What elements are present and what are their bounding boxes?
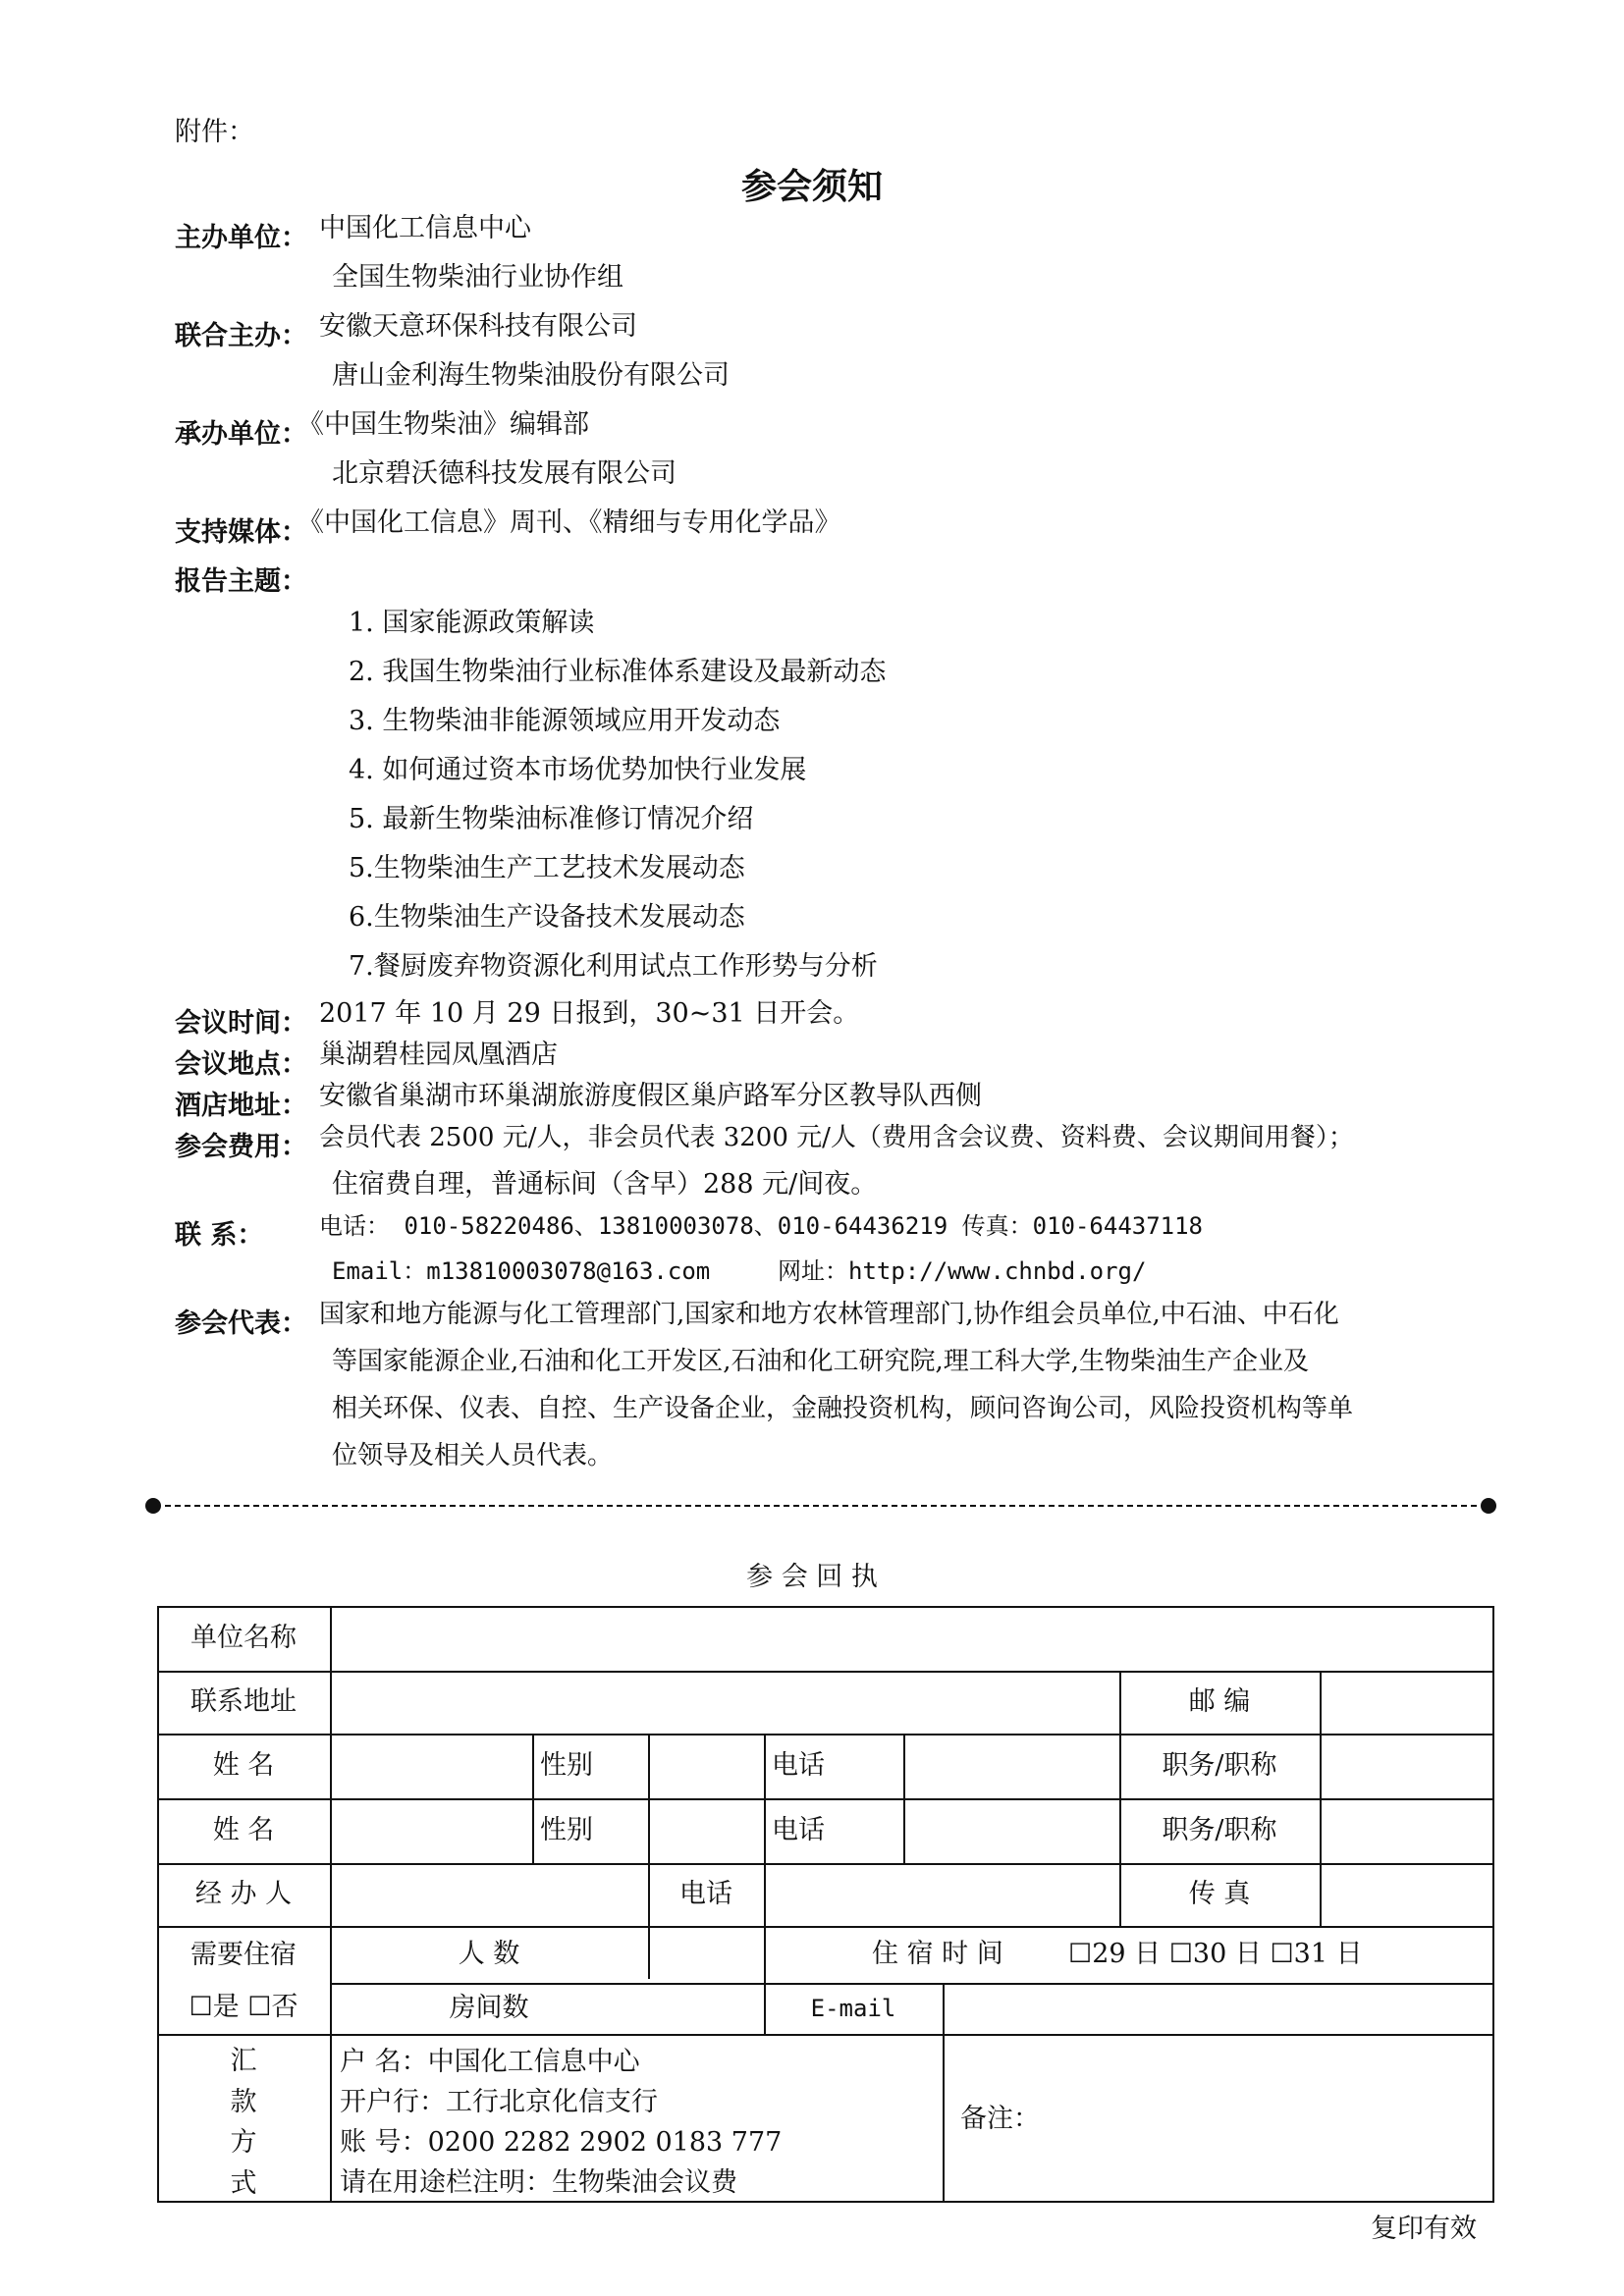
lodging-label: 需要住宿 [190, 1940, 297, 1970]
gender-input[interactable] [650, 1735, 762, 1796]
undertaker-label: 承办单位： [175, 419, 307, 450]
attachment-label: 附件： [175, 117, 254, 147]
media-line-1: 《中国化工信息》周刊、《精细与专用化学品》 [298, 507, 841, 538]
topic-item: 7.餐厨废弃物资源化利用试点工作形势与分析 [349, 951, 878, 982]
cohost-line-2: 唐山金利海生物柴油股份有限公司 [332, 360, 730, 391]
fee-line-1: 会员代表 2500 元/人，非会员代表 3200 元/人（费用含会议费、资料费、会议期间用餐）； [319, 1123, 1354, 1152]
people-count-label: 人 数 [458, 1939, 520, 1969]
address-field-label: 联系地址 [190, 1686, 297, 1717]
cut-line-dot-right [1481, 1498, 1496, 1514]
delegates-line-2: 等国家能源企业,石油和化工开发区,石油和化工研究院,理工科大学,生物柴油生产企业及 [332, 1347, 1310, 1376]
account-name: 户 名：中国化工信息中心 [340, 2047, 640, 2077]
phone-label: 电话 [772, 1815, 825, 1845]
name-label: 姓 名 [212, 1815, 275, 1845]
topic-item: 5. 最新生物柴油标准修订情况介绍 [349, 804, 754, 834]
gender-input[interactable] [650, 1800, 762, 1861]
topic-item: 2. 我国生物柴油行业标准体系建设及最新动态 [349, 657, 887, 687]
email-label: E-mail [810, 1995, 896, 2022]
delegates-line-3: 相关环保、仪表、自控、生产设备企业，金融投资机构，顾问咨询公司，风险投资机构等单 [332, 1394, 1354, 1423]
account-number: 账 号：0200 2282 2902 0183 777 [340, 2127, 783, 2158]
contact-email: Email：m13810003078@163.com [332, 1257, 711, 1285]
lodging-options-checkbox[interactable]: ☐是 ☐否 [189, 1992, 298, 2022]
remit-char: 方 [230, 2127, 257, 2159]
phone-input[interactable] [905, 1800, 1117, 1861]
gender-label: 性别 [540, 1750, 593, 1781]
unit-name-input[interactable] [332, 1608, 1490, 1669]
fax-input[interactable] [1322, 1865, 1490, 1924]
page-title: 参会须知 [740, 167, 883, 207]
topic-item: 5.生物柴油生产工艺技术发展动态 [349, 853, 745, 883]
fee-line-2: 住宿费自理，普通标间（含早）288 元/间夜。 [332, 1169, 878, 1200]
topic-item: 1. 国家能源政策解读 [349, 608, 595, 638]
cut-line [165, 1505, 1477, 1507]
purpose-note: 请在用途栏注明：生物柴油会议费 [340, 2167, 737, 2198]
stay-days-checkbox[interactable]: ☐29 日 ☐30 日 ☐31 日 [1068, 1939, 1363, 1969]
remit-char: 汇 [230, 2045, 257, 2076]
stay-time-label: 住 宿 时 间 [872, 1939, 1003, 1969]
undertaker-line-2: 北京碧沃德科技发展有限公司 [332, 458, 677, 489]
room-count-input[interactable] [650, 1985, 762, 2032]
host-label: 主办单位： [175, 223, 307, 253]
remarks-label: 备注： [960, 2104, 1040, 2134]
address-value: 安徽省巢湖市环巢湖旅游度假区巢庐路军分区教导队西侧 [319, 1081, 982, 1111]
topic-item: 6.生物柴油生产设备技术发展动态 [349, 902, 745, 933]
venue-value: 巢湖碧桂园凤凰酒店 [319, 1040, 558, 1070]
cohost-label: 联合主办： [175, 321, 307, 351]
handler-phone-input[interactable] [766, 1865, 1117, 1924]
name-input[interactable] [332, 1800, 530, 1861]
address-label: 酒店地址： [175, 1091, 307, 1121]
email-input[interactable] [945, 1985, 1490, 2032]
delegates-line-1: 国家和地方能源与化工管理部门,国家和地方农林管理部门,协作组会员单位,中石油、中石化 [319, 1300, 1339, 1329]
remit-char: 式 [230, 2168, 257, 2200]
remittance-details [340, 2038, 939, 2201]
remarks-input[interactable] [1149, 2038, 1490, 2201]
remit-char: 款 [230, 2086, 257, 2117]
phone-input[interactable] [905, 1735, 1117, 1796]
postcode-label: 邮 编 [1188, 1686, 1251, 1717]
registration-form [157, 1606, 1494, 2203]
topic-item: 4. 如何通过资本市场优势加快行业发展 [349, 755, 807, 785]
media-label: 支持媒体： [175, 517, 307, 548]
undertaker-line-1: 《中国生物柴油》编辑部 [298, 409, 589, 440]
address-input[interactable] [332, 1673, 1117, 1732]
position-label: 职务/职称 [1162, 1750, 1277, 1781]
position-label: 职务/职称 [1162, 1815, 1277, 1845]
bank-name: 开户行：工行北京化信支行 [340, 2087, 658, 2117]
cohost-line-1: 安徽天意环保科技有限公司 [319, 311, 637, 342]
gender-label: 性别 [540, 1815, 593, 1845]
phone-label: 电话 [772, 1750, 825, 1781]
topics-label: 报告主题： [175, 566, 307, 597]
row-divider [157, 2034, 1494, 2036]
position-input[interactable] [1322, 1800, 1490, 1861]
people-count-input[interactable] [650, 1928, 762, 1981]
fax-label: 传 真 [1188, 1879, 1251, 1909]
topic-item: 3. 生物柴油非能源领域应用开发动态 [349, 706, 781, 736]
time-value: 2017 年 10 月 29 日报到，30~31 日开会。 [319, 998, 860, 1029]
remittance-label [157, 2036, 330, 2203]
host-line-1: 中国化工信息中心 [319, 213, 531, 243]
footer-note: 复印有效 [1371, 2214, 1477, 2244]
position-input[interactable] [1322, 1735, 1490, 1796]
host-line-2: 全国生物柴油行业协作组 [332, 262, 623, 293]
unit-name-label: 单位名称 [190, 1623, 297, 1653]
name-label: 姓 名 [212, 1750, 275, 1781]
delegates-label: 参会代表： [175, 1308, 307, 1339]
cut-line-dot-left [145, 1498, 161, 1514]
contact-phone-line: 电话： 010-58220486、13810003078、010-64436219 传真：010-64437118 [319, 1212, 1204, 1240]
postcode-input[interactable] [1322, 1673, 1490, 1732]
form-title: 参 会 回 执 [746, 1562, 878, 1592]
delegates-line-4: 位领导及相关人员代表。 [332, 1441, 614, 1470]
handler-phone-label: 电话 [679, 1879, 732, 1909]
time-label: 会议时间： [175, 1008, 307, 1039]
venue-label: 会议地点： [175, 1049, 307, 1080]
contact-website-link[interactable]: 网址：http://www.chnbd.org/ [778, 1257, 1147, 1285]
room-count-label: 房间数 [449, 1993, 529, 2023]
handler-label: 经 办 人 [194, 1879, 293, 1909]
contact-label: 联 系： [175, 1220, 264, 1251]
name-input[interactable] [332, 1735, 530, 1796]
fee-label: 参会费用： [175, 1132, 307, 1162]
